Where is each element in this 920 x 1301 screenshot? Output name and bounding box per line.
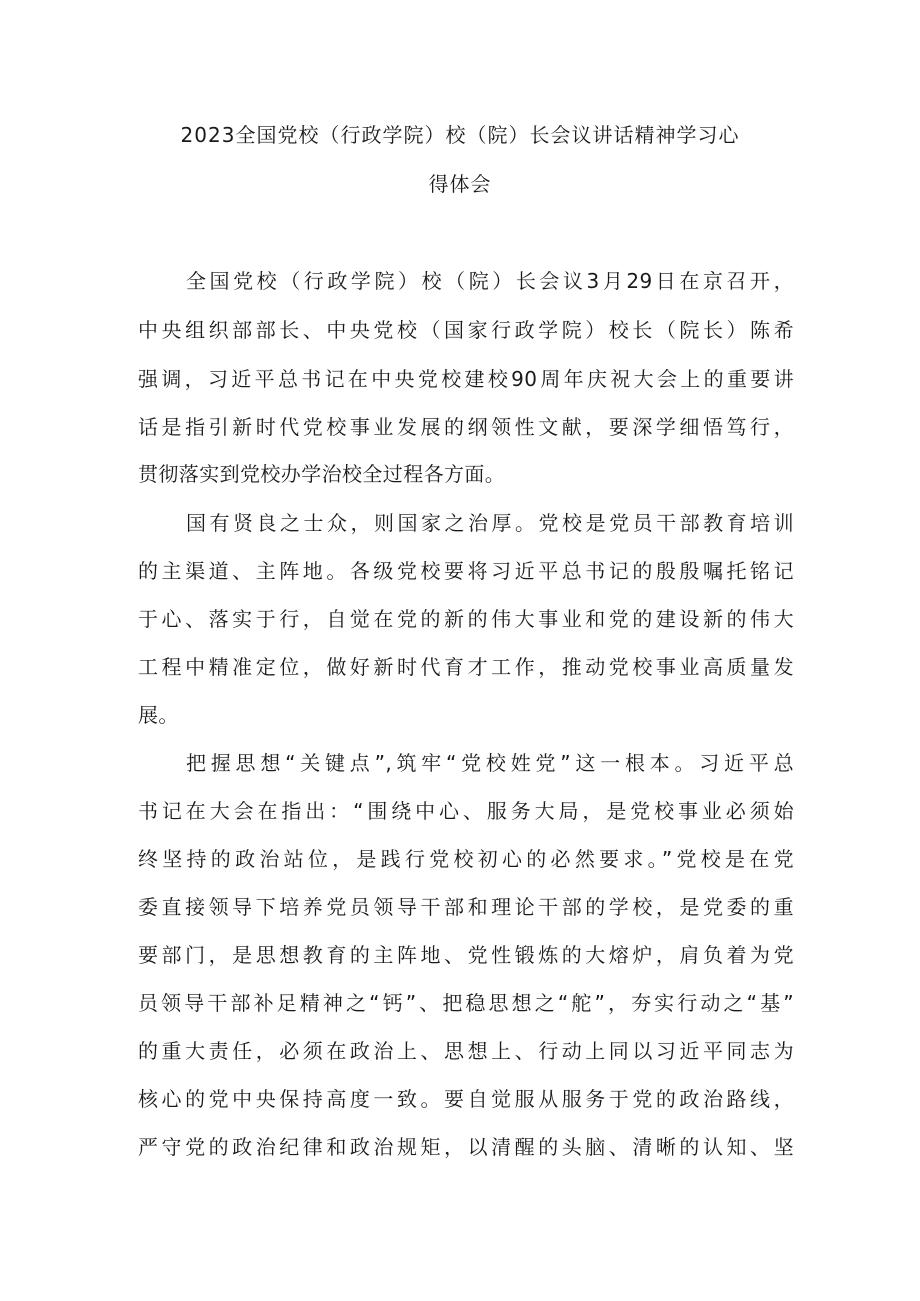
paragraph-line: 中央组织部部长、中央党校（国家行政学院）校长（院长）陈希 xyxy=(138,318,794,342)
paragraph-line: 全国党校（行政学院）校（院）长会议3月29日在京召开， xyxy=(186,269,794,293)
paragraph-line: 话是指引新时代党校事业发展的纲领性文献，要深学细悟笃行， xyxy=(138,415,794,439)
paragraph-line: 于心、落实于行，自觉在党的新的伟大事业和党的建设新的伟大 xyxy=(138,607,794,631)
paragraph-line: 的主渠道、主阵地。各级党校要将习近平总书记的殷殷嘱托铭记 xyxy=(138,559,794,583)
paragraph-line: 核心的党中央保持高度一致。要自觉服从服务于党的政治路线， xyxy=(138,1087,794,1111)
document-title-line-2: 得体会 xyxy=(428,172,492,196)
paragraph-line: 要部门，是思想教育的主阵地、党性锻炼的大熔炉，肩负着为党 xyxy=(138,943,794,967)
paragraph-line: 员领导干部补足精神之“钙”、把稳思想之“舵”，夯实行动之“基” xyxy=(138,991,794,1015)
paragraph-line: 的重大责任，必须在政治上、思想上、行动上同以习近平同志为 xyxy=(138,1039,794,1063)
paragraph-line: 工程中精准定位，做好新时代育才工作，推动党校事业高质量发 xyxy=(138,655,794,679)
paragraph-line: 贯彻落实到党校办学治校全过程各方面。 xyxy=(138,462,506,486)
document-title-line-1: 2023全国党校（行政学院）校（院）长会议讲话精神学习心 xyxy=(180,123,740,147)
paragraph-line: 委直接领导下培养党员领导干部和理论干部的学校，是党委的重 xyxy=(138,895,794,919)
paragraph-line: 书记在大会在指出：“围绕中心、服务大局，是党校事业必须始 xyxy=(138,799,794,823)
paragraph-line: 严守党的政治纪律和政治规矩，以清醒的头脑、清晰的认知、坚 xyxy=(138,1135,794,1159)
paragraph-line: 终坚持的政治站位，是践行党校初心的必然要求。”党校是在党 xyxy=(138,847,794,871)
paragraph-line: 展。 xyxy=(138,703,179,727)
paragraph-line: 国有贤良之士众，则国家之治厚。党校是党员干部教育培训 xyxy=(186,511,794,535)
paragraph-line: 强调，习近平总书记在中央党校建校90周年庆祝大会上的重要讲 xyxy=(138,367,794,391)
paragraph-line: 把握思想“关键点”,筑牢“党校姓党”这一根本。习近平总 xyxy=(186,751,794,775)
